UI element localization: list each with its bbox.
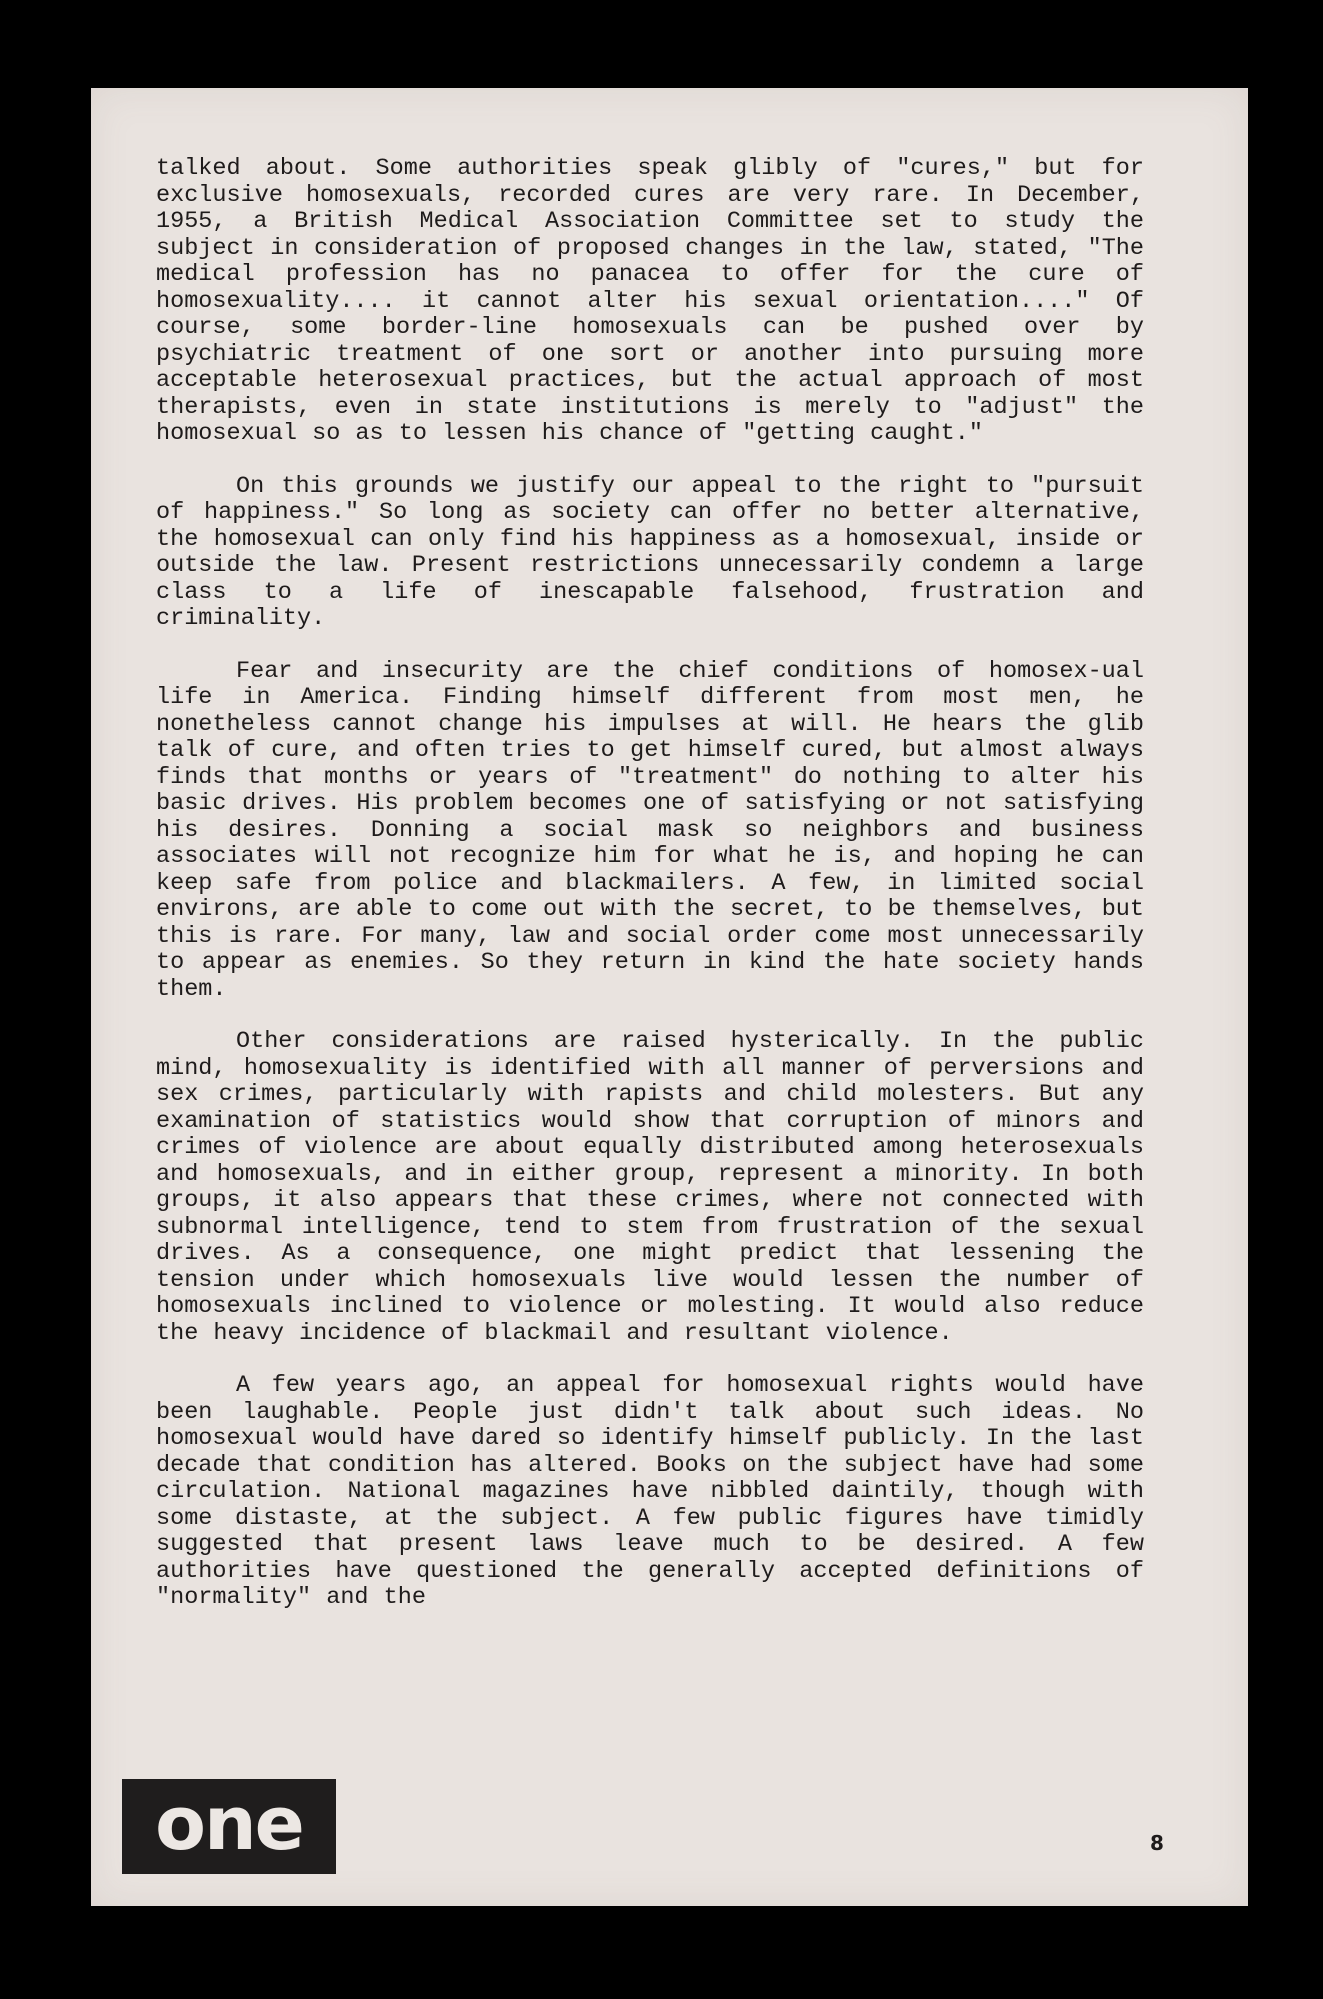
logo-text: one: [155, 1780, 303, 1867]
paragraph-2: On this grounds we justify our appeal to the right to "pursuit of happiness." So long as society can offer no better alternative, the homosexual can only find his happiness as a homosexual, inside or outside the law. Present restrictions unnecessarily condemn a large class to a life of inescapable falsehood, frustration and criminality.: [156, 472, 1144, 632]
paragraph-3: Fear and insecurity are the chief conditions of homosex-ual life in America. Finding himself different from most men, he nonetheless cannot change his impulses at will. He hears the glib talk of cure, and often tries to get himself cured, but almost always finds that months or years of "treatment" do nothing to alter his basic drives. His problem becomes one of satisfying or not satisfying his desires. Donning a social mask so neighbors and business associates will not recognize him for what he is, and hoping he can keep safe from police and blackmailers. A few, in limited social environs, are able to come out with the secret, to be themselves, but this is rare. For many, law and social order come most unnecessarily to appear as enemies. So they return in kind the hate society hands them.: [156, 657, 1144, 1003]
page-number: 8: [1150, 1831, 1164, 1855]
article-body: [156, 156, 1144, 1638]
one-magazine-logo: [122, 1779, 336, 1874]
paragraph-4: Other considerations are raised hysterically. In the public mind, homosexuality is identified with all manner of perversions and sex crimes, particularly with rapists and child molesters. But any examination of statistics would show that corruption of minors and crimes of violence are about equally distributed among heterosexuals and homosexuals, and in either group, represent a minority. In both groups, it also appears that these crimes, where not connected with subnormal intelligence, tend to stem from frustration of the sexual drives. As a consequence, one might predict that lessening the tension under which homosexuals live would lessen the number of homosexuals inclined to violence or molesting. It would also reduce the heavy incidence of blackmail and resultant violence.: [156, 1028, 1144, 1347]
paragraph-1: talked about. Some authorities speak glibly of "cures," but for exclusive homosexuals, recorded cures are very rare. In December, 1955, a British Medical Association Committee set to study the subject in consideration of proposed changes in the law, stated, "The medical profession has no panacea to offer for the cure of homosexuality.... it cannot alter his sexual orientation...." Of course, some border-line homosexuals can be pushed over by psychiatric treatment of one sort or another into pursuing more acceptable heterosexual practices, but the actual approach of most therapists, even in state institutions is merely to "adjust" the homosexual so as to lessen his chance of "getting caught.": [156, 155, 1144, 447]
paragraph-5: A few years ago, an appeal for homosexual rights would have been laughable. People just didn't talk about such ideas. No homosexual would have dared so identify himself publicly. In the last decade that condition has altered. Books on the subject have had some circulation. National magazines have nibbled daintily, though with some distaste, at the subject. A few public figures have timidly suggested that present laws leave much to be desired. A few authorities have questioned the generally accepted definitions of "normality" and the: [156, 1372, 1144, 1611]
